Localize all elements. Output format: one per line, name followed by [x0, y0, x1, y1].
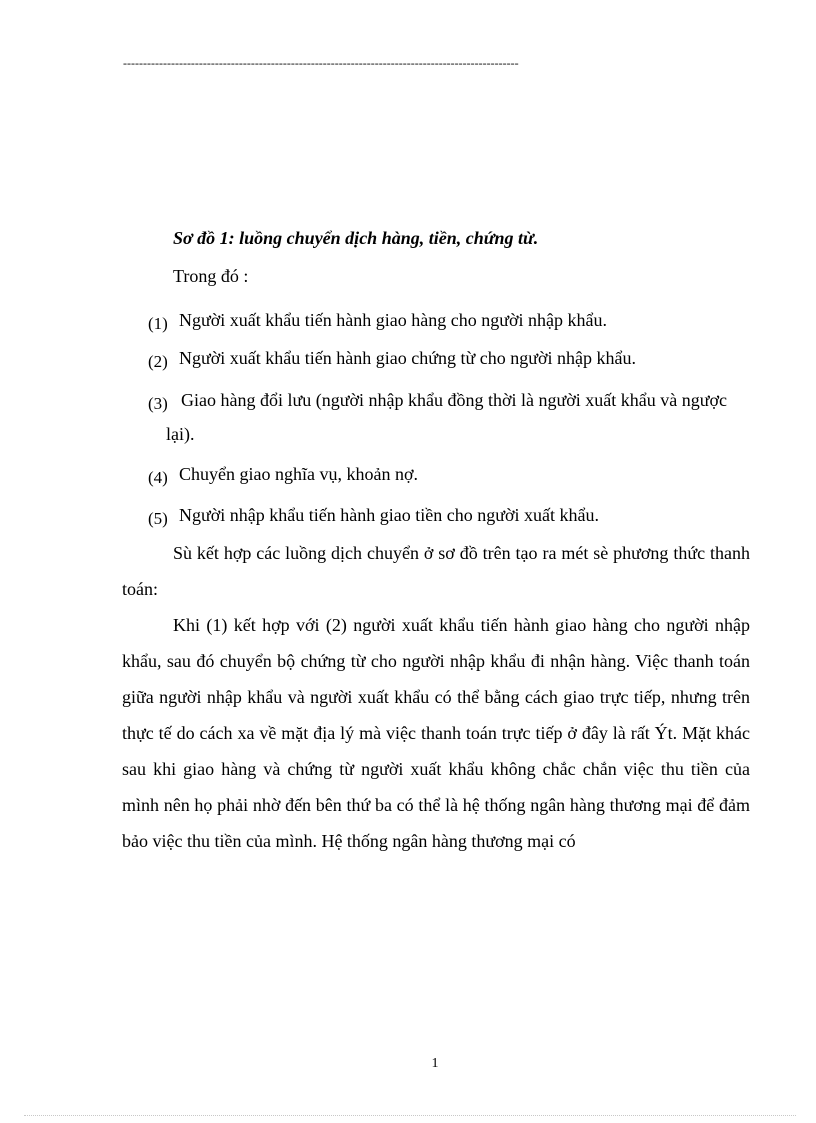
list-item-text: Người xuất khẩu tiến hành giao chứng từ cho người nhập khẩu. [179, 348, 636, 368]
page-number: 1 [431, 1056, 439, 1071]
list-item-number: (1) [148, 314, 168, 333]
list-item-5 [148, 498, 750, 532]
list-item-text: Chuyển giao nghĩa vụ, khoản nợ. [179, 464, 418, 484]
list-item-number: (3) [148, 394, 168, 413]
list-item-text: Giao hàng đổi lưu (người nhập khẩu đồng thời là người xuất khẩu và ngược [181, 390, 728, 410]
list-item-number: (2) [148, 352, 168, 371]
list-item-3 [148, 383, 750, 451]
list-item-2 [148, 341, 750, 375]
list-item-text: Người nhập khẩu tiến hành giao tiền cho người xuất khẩu. [179, 505, 599, 525]
list-item-text: Người xuất khẩu tiến hành giao hàng cho người nhập khẩu. [179, 310, 607, 330]
list-item-number: (4) [148, 468, 168, 487]
intro-text: Trong đó : [173, 266, 249, 286]
figure-caption: Sơ đồ 1: luồng chuyển dịch hàng, tiền, chứng từ. [173, 228, 539, 248]
paragraph-1: Sù kết hợp các luồng dịch chuyển ở sơ đồ trên tạo ra mét sè phương thức thanh toán: [122, 543, 750, 599]
list-item-continuation: lại). [166, 424, 195, 444]
page-bottom-divider [24, 1115, 796, 1116]
paragraph-2: Khi (1) kết hợp với (2) người xuất khẩu tiến hành giao hàng cho người nhập khẩu, sau đó chuyển bộ chứng từ cho người nhập khẩu đi nhận hàng. Việc thanh toán giữa người nhập khẩu và người xuất khẩu có thể bằng cách giao trực tiếp, nhưng trên thực tế do cách xa về mặt địa lý mà việc thanh toán trực tiếp ở đây là rất Ýt. Mặt khác sau khi giao hàng và chứng từ người xuất khẩu không chắc chắn việc thu tiền của mình nên họ phải nhờ đến bên thứ ba có thể là hệ thống ngân hàng thương mại để đảm bảo việc thu tiền của mình. Hệ thống ngân hàng thương mại có [122, 615, 750, 851]
list-item-4 [148, 457, 750, 491]
list-item-1 [148, 303, 750, 337]
header-rule: --------------------------------------------------------------------------------------------------- [123, 56, 519, 70]
list-item-number: (5) [148, 509, 168, 528]
